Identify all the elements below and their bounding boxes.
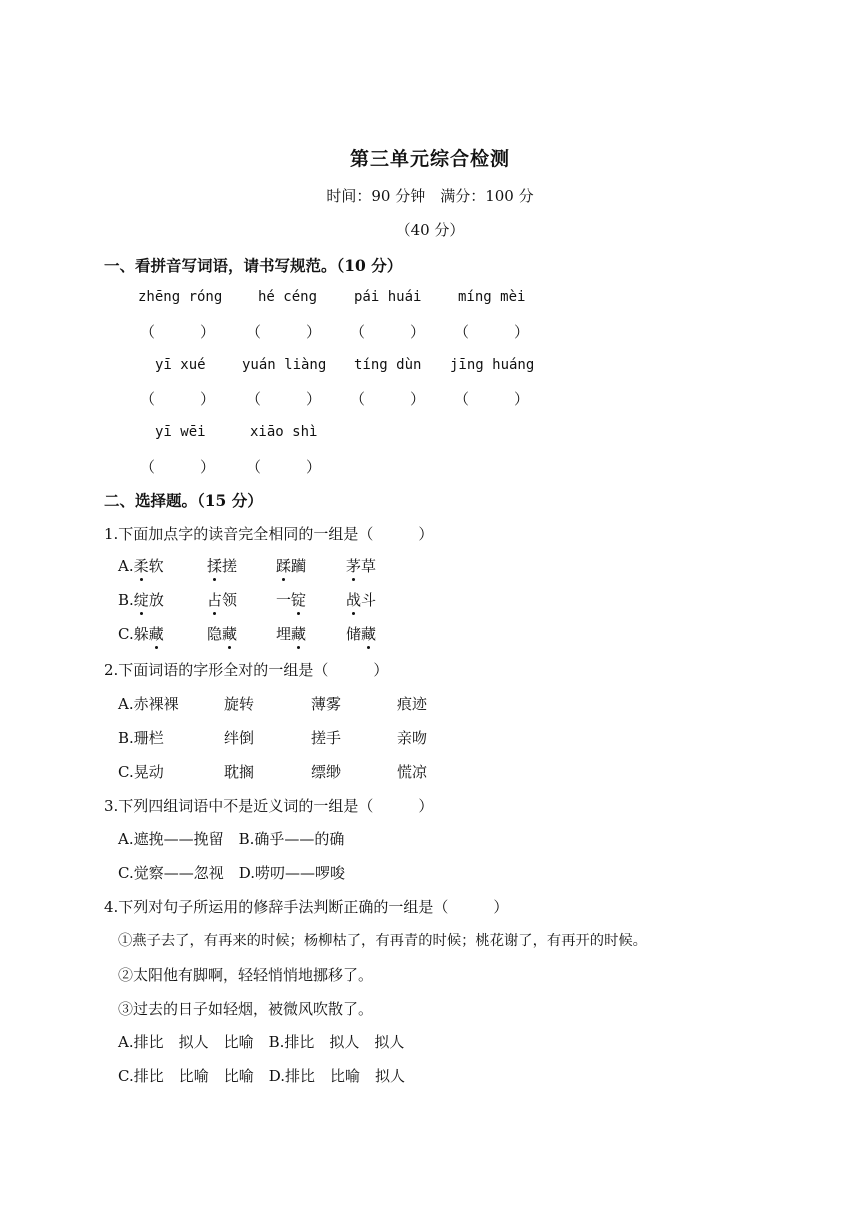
q4-options-row-1[interactable]: A.排比 拟人 比喻 B.排比 拟人 拟人 [118, 1033, 405, 1051]
pinyin-2: hé céng [258, 289, 318, 305]
q1-option-b[interactable] [118, 589, 164, 610]
q2-option-b-word: 亲吻 [397, 729, 428, 747]
q2-option-a-word: 旋转 [224, 695, 255, 713]
q2-option-a[interactable]: A.赤裸裸 [118, 695, 179, 713]
q4-sentence-1: ①燕子去了，有再来的时候；杨柳枯了，有再青的时候；桃花谢了，有再开的时候。 [118, 933, 647, 949]
question-2-stem: 2.下面词语的字形全对的一组是（ ） [104, 661, 389, 679]
section-heading-2: 二、选择题。（15 分） [104, 491, 263, 510]
q3-options-row-2[interactable]: C.觉察——忽视 D.唠叨——啰唆 [118, 864, 345, 882]
emphasis-dot-char: 藏 [222, 625, 238, 643]
part-score: （40 分） [395, 221, 465, 239]
answer-blank[interactable]: （ ） [454, 390, 530, 408]
answer-blank[interactable]: （ ） [140, 458, 216, 476]
q2-option-b-word: 搓手 [311, 729, 342, 747]
pinyin-4: míng mèi [458, 289, 526, 305]
answer-blank[interactable]: （ ） [246, 323, 322, 341]
option-label: A.柔软 [118, 557, 164, 575]
emphasis-dot-char: 揉 [207, 557, 223, 575]
page-title: 第三单元综合检测 [349, 148, 510, 170]
q2-option-c[interactable]: C.晃动 [118, 763, 164, 781]
option-label: B.绽放 [118, 591, 164, 609]
q2-option-c-word: 缥缈 [311, 763, 342, 781]
pinyin-3: pái huái [354, 289, 422, 305]
pinyin-7: tíng dùn [354, 357, 422, 373]
q4-options-row-2[interactable]: C.排比 比喻 比喻 D.排比 比喻 拟人 [118, 1067, 405, 1085]
pinyin-8: jīng huáng [450, 357, 535, 373]
q1-option-a-word: 茅草 [346, 557, 377, 575]
emphasis-dot-char: 藏 [148, 625, 164, 643]
q1-option-a-word: 揉搓 [207, 557, 238, 575]
question-3-stem: 3.下列四组词语中不是近义词的一组是（ ） [104, 797, 434, 815]
q2-option-b-word: 绊倒 [224, 729, 255, 747]
pinyin-10: xiāo shì [250, 424, 318, 440]
q1-option-b-word: 战斗 [346, 591, 377, 609]
emphasis-dot-char: 蹂 [276, 557, 292, 575]
emphasis-dot-char: 战 [346, 591, 362, 609]
question-1-stem: 1.下面加点字的读音完全相同的一组是（ ） [104, 525, 434, 543]
q4-sentence-2: ②太阳他有脚啊，轻轻悄悄地挪移了。 [118, 966, 374, 984]
answer-blank[interactable]: （ ） [246, 390, 322, 408]
q1-option-c-word: 隐藏 [207, 625, 238, 643]
answer-blank[interactable]: （ ） [140, 390, 216, 408]
section-heading-1: 一、看拼音写词语，请书写规范。（10 分） [104, 256, 403, 275]
q1-option-b-word: 一锭 [276, 591, 307, 609]
pinyin-6: yuán liàng [242, 357, 327, 373]
emphasis-dot-char: 藏 [291, 625, 307, 643]
q1-option-c-word: 埋藏 [276, 625, 307, 643]
q2-option-c-word: 耽搁 [224, 763, 255, 781]
q2-option-a-word: 痕迹 [397, 695, 428, 713]
q1-option-c-word: 储藏 [346, 625, 377, 643]
emphasis-dot-char: 绽 [133, 591, 149, 609]
q1-option-c[interactable] [118, 623, 164, 644]
q3-options-row-1[interactable]: A.遮挽——挽留 B.确乎——的确 [118, 830, 345, 848]
option-label: C.躲藏 [118, 625, 164, 643]
q2-option-c-word: 慌凉 [397, 763, 428, 781]
pinyin-1: zhēng róng [138, 289, 223, 305]
answer-blank[interactable]: （ ） [246, 458, 322, 476]
question-4-stem: 4.下列对句子所运用的修辞手法判断正确的一组是（ ） [104, 898, 509, 916]
q4-sentence-3: ③过去的日子如轻烟，被微风吹散了。 [118, 1000, 374, 1018]
emphasis-dot-char: 锭 [291, 591, 307, 609]
emphasis-dot-char: 占 [207, 591, 223, 609]
emphasis-dot-char: 藏 [361, 625, 377, 643]
exam-info: 时间：90 分钟 满分：100 分 [326, 187, 534, 205]
answer-blank[interactable]: （ ） [350, 323, 426, 341]
pinyin-9: yī wēi [155, 424, 206, 440]
q1-option-a[interactable] [118, 555, 164, 576]
q1-option-a-word: 蹂躏 [276, 557, 307, 575]
pinyin-5: yī xué [155, 357, 206, 373]
q2-option-b[interactable]: B.珊栏 [118, 729, 164, 747]
answer-blank[interactable]: （ ） [350, 390, 426, 408]
answer-blank[interactable]: （ ） [454, 323, 530, 341]
q1-option-b-word: 占领 [207, 591, 238, 609]
q2-option-a-word: 薄雾 [311, 695, 342, 713]
emphasis-dot-char: 柔 [133, 557, 149, 575]
answer-blank[interactable]: （ ） [140, 323, 216, 341]
emphasis-dot-char: 茅 [346, 557, 362, 575]
